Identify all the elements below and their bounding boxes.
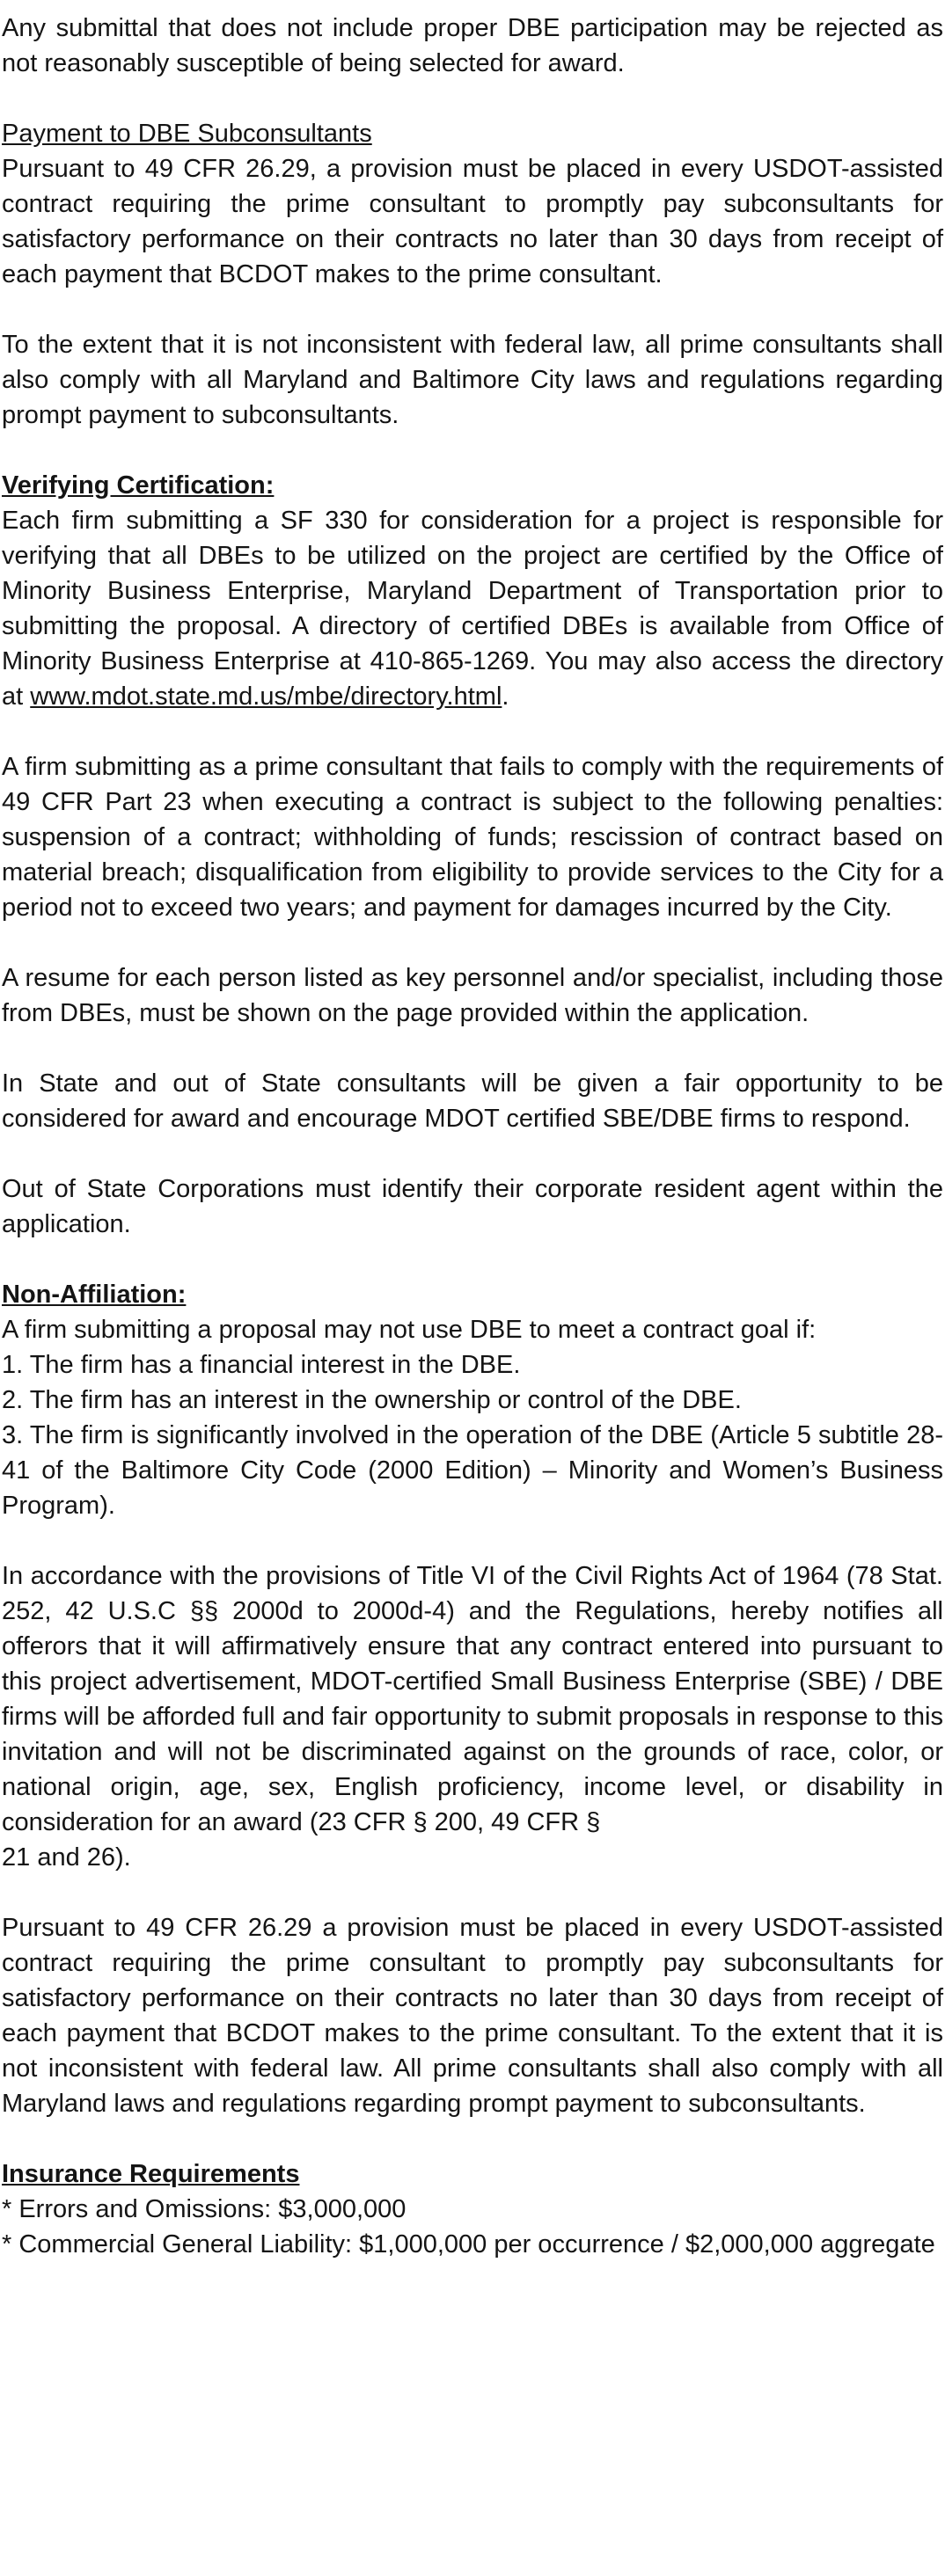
payment-heading: Payment to DBE Subconsultants [2,120,372,148]
verifying-paragraph [2,503,943,714]
nonaffiliation-item: 3. The firm is significantly involved in the operation of the DBE (Article 5 subtitle 28-41 of the Baltimore City Code (2000 Edition) – Minority and Women’s Business Program). [2,1421,943,1520]
insurance-section [2,2156,943,2262]
penalties-paragraph: A firm submitting as a prime consultant that fails to comply with the requirements of 49 CFR Part 23 when executing a contract is subject to the following penalties: suspension of a contract; withholding of funds; rescission of contract based on material breach; disqualification from eligibility to provide services to the City for a period not to exceed two years; and payment for damages incurred by the City. [2,753,943,922]
fair-opportunity-paragraph: In State and out of State consultants will be given a fair opportunity to be considered for award and encourage MDOT certified SBE/DBE firms to respond. [2,1069,943,1133]
title-vi-section [2,1558,943,1875]
payment-paragraph: Pursuant to 49 CFR 26.29, a provision must be placed in every USDOT-assisted contract requiring the prime consultant to promptly pay subconsultants for satisfactory performance on their contracts no later than 30 days from receipt of each payment that BCDOT makes to the prime consultant. [2,155,943,288]
insurance-item: * Commercial General Liability: $1,000,000 per occurrence / $2,000,000 aggregate [2,2230,935,2259]
nonaffiliation-intro: A firm submitting a proposal may not use DBE to meet a contract goal if: [2,1316,817,1344]
prompt-pay-repeat-paragraph: Pursuant to 49 CFR 26.29 a provision must be placed in every USDOT-assisted contract requiring the prime consultant to promptly pay subconsultants for satisfactory performance on their contracts no later than 30 days from receipt of each payment that BCDOT makes to the prime consultant. To the extent that it is not inconsistent with federal law. All prime consultants shall also comply with all Maryland laws and regulations regarding prompt payment to subconsultants. [2,1914,943,2118]
verifying-text: Each firm submitting a SF 330 for consideration for a project is responsible for verifying that all DBEs to be utilized on the project are certified by the Office of Minority Business Enterprise, Maryland Department of Transportation prior to submitting the proposal. A directory of certified DBEs is available from Office of Minority Business Enterprise at 410-865-1269. You may also access the directory at [2,507,943,711]
directory-link[interactable]: www.mdot.state.md.us/mbe/directory.html [30,682,502,711]
nonaffiliation-item: 1. The firm has a financial interest in the DBE. [2,1351,521,1379]
resume-paragraph: A resume for each person listed as key personnel and/or specialist, including those from DBEs, must be shown on the page provided within the application. [2,964,943,1027]
resident-agent-paragraph: Out of State Corporations must identify their corporate resident agent within the application. [2,1175,943,1238]
nonaffiliation-item: 2. The firm has an interest in the ownership or control of the DBE. [2,1386,742,1414]
prompt-payment-paragraph: To the extent that it is not inconsistent with federal law, all prime consultants shall also comply with all Maryland and Baltimore City laws and regulations regarding prompt payment to subconsultants. [2,331,943,429]
nonaffiliation-section [2,1277,943,1523]
dbe-participation-paragraph: Any submittal that does not include proper DBE participation may be rejected as not reasonably susceptible of being selected for award. [2,14,943,77]
verifying-heading: Verifying Certification: [2,471,275,500]
payment-section [2,116,943,292]
verifying-end: . [502,682,509,711]
verifying-section [2,468,943,714]
title-vi-citation: 21 and 26). [2,1843,131,1872]
title-vi-paragraph: In accordance with the provisions of Title VI of the Civil Rights Act of 1964 (78 Stat. 252, 42 U.S.C §§ 2000d to 2000d-4) and the Regulations, hereby notifies all offerors that it will affirmatively ensure that any contract entered into pursuant to this project advertisement, MDOT-certified Small Business Enterprise (SBE) / DBE firms will be afforded full and fair opportunity to submit proposals in response to this invitation and will not be discriminated against on the grounds of race, color, or national origin, age, sex, English proficiency, income level, or disability in consideration for an award (23 CFR § 200, 49 CFR § [2,1562,943,1836]
insurance-item: * Errors and Omissions: $3,000,000 [2,2195,407,2223]
nonaffiliation-heading: Non-Affiliation: [2,1281,187,1309]
insurance-heading: Insurance Requirements [2,2160,300,2188]
